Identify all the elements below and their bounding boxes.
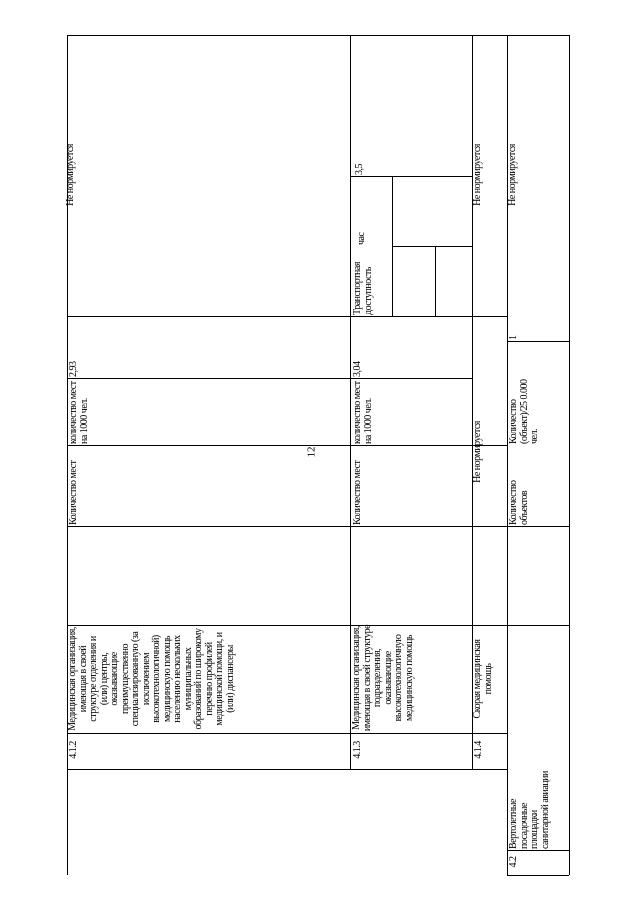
- norm-cell: Не нормируется: [472, 144, 483, 206]
- row-name: Скорая медицинская помощь: [472, 639, 494, 719]
- access-value: 3,5: [354, 164, 365, 175]
- col-divider: [507, 341, 569, 342]
- col-divider: [67, 733, 507, 734]
- unit-cell: Количество мест: [352, 460, 363, 525]
- norm-cell: Не нормируется: [472, 421, 483, 483]
- col-divider: [67, 769, 507, 770]
- row-name: Вертолетные посадочные площадки санитарной авиации: [508, 771, 551, 849]
- unit-cell: количество мест на 1000 чел.: [352, 381, 374, 444]
- sub-divider: [435, 246, 436, 316]
- unit-cell: Количество объектов: [508, 480, 530, 525]
- unit-cell: количество мест на 1000 чел.: [68, 381, 90, 444]
- col-divider: [67, 378, 472, 379]
- norm-cell: Не нормируется: [507, 144, 518, 206]
- table-border-top: [67, 35, 570, 36]
- table-border-bottom: [507, 875, 569, 876]
- value-cell: 1: [508, 335, 519, 340]
- row-number: 4.1.2: [68, 741, 79, 759]
- row-number: 4.2: [508, 856, 519, 868]
- access-unit: час: [356, 232, 367, 245]
- value-cell: 2,93: [68, 361, 79, 377]
- value-cell: 3,04: [352, 361, 363, 377]
- col-divider: [67, 526, 570, 527]
- norm-cell: Не нормируется: [65, 144, 76, 206]
- table-border-right: [569, 35, 570, 875]
- unit-cell: Количество (объект)/25 0.000 чел.: [508, 379, 540, 444]
- sub-divider: [350, 176, 472, 177]
- row-name: Медицинская организация, имеющая в своей структуре отделения и (или) центры, оказывающие преимущественно специализированную (за исключением высокотехнологичной) медицинскую помощь населению нескольких муниципальных образований по широкому перечню профилей медицинской помощи, и (или) диспансеры: [67, 627, 236, 731]
- page-number: 12: [305, 446, 318, 458]
- sub-divider: [392, 246, 472, 247]
- row-number: 4.1.4: [473, 741, 484, 759]
- row-number: 4.1.3: [352, 741, 363, 759]
- row-name: Медицинская организация, имеющая в своей структуре подразделения, оказывающие высокотехнологичную медицинскую помощь: [351, 624, 415, 732]
- access-label: Транспортная доступность: [352, 262, 374, 315]
- col-divider: [67, 316, 507, 317]
- unit-cell: Количество мест: [68, 460, 79, 525]
- col-divider: [67, 445, 507, 446]
